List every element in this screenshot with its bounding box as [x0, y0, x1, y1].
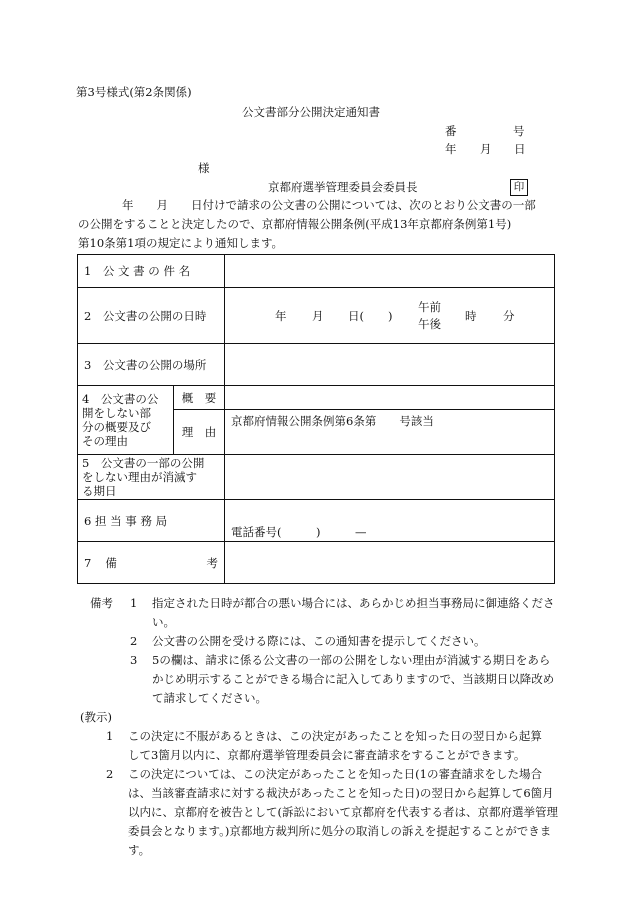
instruction-2-line-4: 委員会となります。)京都地方裁判所に処分の取消しの訴えを提起することができま — [128, 824, 552, 838]
instruction-2-line-1: この決定については、この決定があったことを知った日(1の審査請求をした場合 — [128, 767, 542, 781]
nondisclosure-label-line-2: 開をしない部 — [82, 406, 151, 420]
datetime-am: 午前 — [418, 299, 441, 314]
document-title: 公文書部分公開決定通知書 — [242, 105, 380, 119]
place-label: 3 公文書の公開の場所 — [78, 344, 225, 386]
datetime-hour: 時 — [465, 308, 477, 323]
instruction-item-2 — [84, 765, 558, 860]
table-row-document-name — [78, 255, 555, 288]
decision-table — [77, 254, 555, 584]
remark-num-2: 2 — [130, 634, 138, 648]
nondisclosure-label-line-3: 分の概要及び — [82, 420, 151, 434]
remarks-row-char-1: 備 — [105, 555, 117, 570]
document-name-label: 1 公 文 書 の 件 名 — [78, 255, 225, 288]
date-month: 月 — [480, 142, 492, 156]
expiry-label-line-1: 5 公文書の一部の公開 — [82, 456, 205, 470]
instruction-1-line-1: この決定に不服があるときは、この決定があったことを知った日の翌日から起算 — [128, 729, 542, 743]
number-suffix: 号 — [513, 124, 525, 138]
instruction-1-line-2: して3箇月以内に、京都府選挙管理委員会に審査請求をすることができます。 — [128, 748, 526, 762]
office-phone: 電話番号( ) — — [225, 500, 555, 542]
intro-line-3: 第10条第1項の規定により通知します。 — [78, 236, 284, 250]
summary-value — [225, 386, 555, 410]
table-row-nondisclosure-summary — [78, 386, 555, 410]
notes-section — [80, 594, 558, 860]
form-number: 第3号様式(第2条関係) — [76, 85, 192, 99]
expiry-label — [78, 455, 225, 500]
nondisclosure-label — [78, 386, 174, 455]
datetime-value — [225, 288, 555, 344]
instruction-2-line-5: す。 — [128, 843, 151, 857]
expiry-label-line-3: る期日 — [82, 484, 117, 498]
remarks-row-char-2: 考 — [206, 555, 218, 570]
instruction-2-line-3: 以内に、京都府を被告として(訴訟において京都府を代表する者は、京都府選挙管理 — [128, 805, 558, 819]
instruction-num-1: 1 — [106, 729, 114, 743]
table-row-remarks — [78, 542, 555, 584]
table-row-place — [78, 344, 555, 386]
date-year: 年 — [445, 142, 457, 156]
datetime-pm: 午後 — [418, 316, 441, 331]
document-name-value — [225, 255, 555, 288]
remark-3-line-3: て請求してください。 — [152, 691, 267, 705]
table-row-datetime — [78, 288, 555, 344]
remark-item-3 — [84, 651, 554, 708]
summary-label: 概 要 — [174, 386, 225, 410]
datetime-label: 2 公文書の公開の日時 — [78, 288, 225, 344]
datetime-minute: 分 — [503, 308, 515, 323]
place-value — [225, 344, 555, 386]
remark-item-1 — [84, 594, 554, 632]
reason-value: 京都府情報公開条例第6条第 号該当 — [225, 410, 555, 455]
remark-2-line-1: 公文書の公開を受ける際には、この通知書を提示してください。 — [152, 634, 486, 648]
office-label: 6 担 当 事 務 局 — [78, 500, 225, 542]
instruction-2-line-2: は、当該審査請求に対する裁決があったことを知った日)の翌日から起算して6箇月 — [128, 786, 554, 800]
table-row-expiry — [78, 455, 555, 500]
remark-3-line-1: 5の欄は、請求に係る公文書の一部の公開をしない理由が消滅する期日をあら — [152, 653, 551, 667]
nondisclosure-label-line-1: 4 公文書の公 — [82, 392, 159, 406]
number-label: 番 — [445, 124, 457, 138]
expiry-label-line-2: をしない理由が消滅す — [82, 470, 197, 484]
instruction-item-1 — [84, 727, 554, 765]
remark-3-line-2: かじめ明示することができる場合に記入してありますので、当該期日以降改め — [152, 672, 555, 686]
remarks-row-label — [78, 542, 225, 584]
datetime-year: 年 — [275, 308, 287, 323]
seal-stamp: 印 — [510, 179, 528, 196]
remarks-row-num: 7 — [84, 555, 92, 570]
remark-1-line-1: 指定された日時が都合の悪い場合には、あらかじめ担当事務局に御連絡くださ — [152, 596, 555, 610]
remark-1-line-2: い。 — [152, 615, 175, 629]
remark-item-2 — [84, 632, 554, 651]
datetime-month: 月 — [312, 308, 324, 323]
datetime-day-close: ) — [388, 308, 393, 323]
remark-num-3: 3 — [130, 653, 138, 667]
intro-line-2: の公開をすることと決定したので、京都府情報公開条例(平成13年京都府条例第1号) — [78, 217, 512, 231]
addressee-suffix: 様 — [198, 161, 210, 175]
datetime-day-open: 日( — [348, 308, 364, 323]
reason-label: 理 由 — [174, 410, 225, 455]
table-row-office — [78, 500, 555, 542]
intro-line-1: 年 月 日付けで請求の公文書の公開については、次のとおり公文書の一部 — [122, 198, 536, 212]
instruction-label: (教示) — [80, 710, 112, 724]
remarks-row-value — [225, 542, 555, 584]
remarks-label: 備考 — [90, 596, 113, 610]
date-day: 日 — [514, 142, 526, 156]
remark-num-1: 1 — [130, 596, 138, 610]
nondisclosure-label-line-4: その理由 — [82, 434, 128, 448]
intro-paragraph — [78, 196, 554, 253]
instruction-num-2: 2 — [106, 767, 114, 781]
expiry-value — [225, 455, 555, 500]
sender-name: 京都府選挙管理委員会委員長 — [268, 180, 418, 194]
